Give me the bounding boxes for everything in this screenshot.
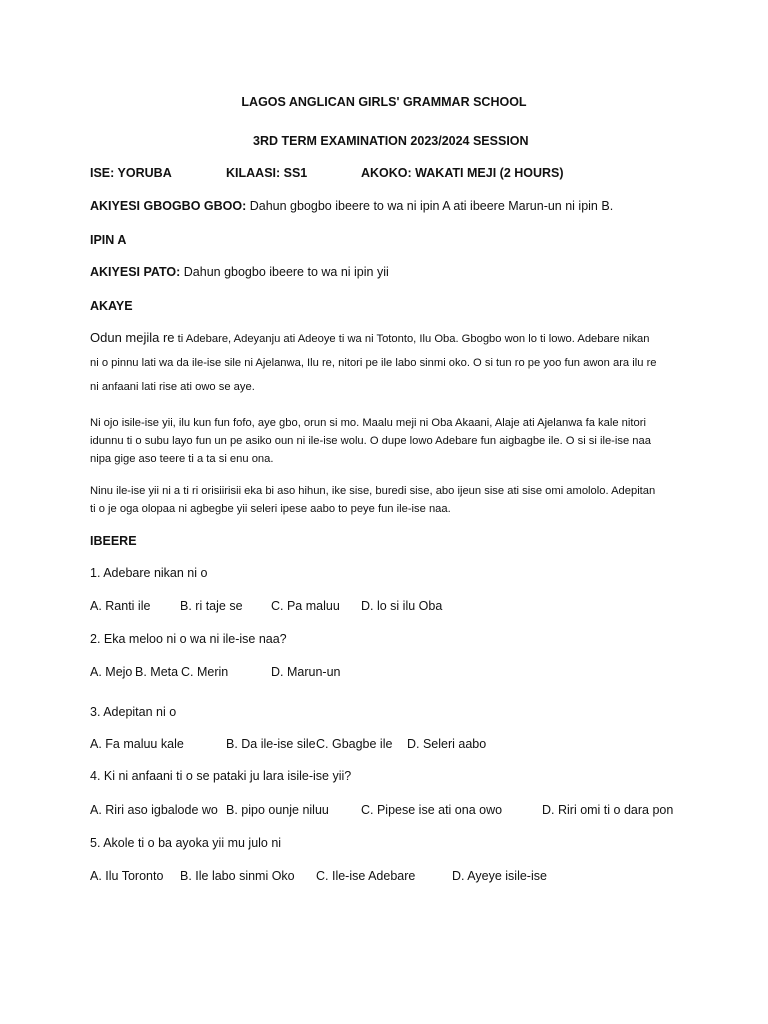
passage-p1-line3: ni anfaani lati rise ati owo se aye. xyxy=(90,381,255,393)
class: KILAASI: SS1 xyxy=(226,166,308,180)
general-instruction-text: Dahun gbogbo ibeere to wa ni ipin A ati ibeere Marun-un ni ipin B. xyxy=(246,199,614,213)
q5-option-a: A. Ilu Toronto xyxy=(90,869,164,883)
q2-option-d: D. Marun-un xyxy=(271,665,341,679)
passage-paragraph-2 xyxy=(90,414,682,468)
question-1-options xyxy=(90,598,690,614)
school-name: LAGOS ANGLICAN GIRLS' GRAMMAR SCHOOL xyxy=(241,95,527,109)
passage-p1-line1: ti Adebare, Adeyanju ati Adeoye ti wa ni Totonto, Ilu Oba. Gbogbo won lo ti lowo. Adebare nikan xyxy=(174,333,650,345)
q2-option-a: A. Mejo xyxy=(90,665,133,679)
q1-option-c: C. Pa maluu xyxy=(271,599,340,613)
question-2: 2. Eka meloo ni o wa ni ile-ise naa? xyxy=(90,632,287,646)
general-instruction-label: AKIYESI GBOGBO GBOO: xyxy=(90,199,247,213)
passage-p3-line1: Ninu ile-ise yii ni a ti ri orisiirisii eka bi aso hihun, ike sise, buredi sise, abo ijeun sise ati sise omi amololo. Adepitan xyxy=(90,485,656,497)
duration: AKOKO: WAKATI MEJI (2 HOURS) xyxy=(361,166,564,180)
passage-p3-line2: ti o je oga olopaa ni agbegbe yii seleri ipese aabo to peye fun ile-ise naa. xyxy=(90,503,451,515)
q2-option-b: B. Meta xyxy=(135,665,179,679)
question-4: 4. Ki ni anfaani ti o se pataki ju lara isile-ise yii? xyxy=(90,769,352,783)
questions-title: IBEERE xyxy=(90,534,137,548)
subject: ISE: YORUBA xyxy=(90,166,172,180)
q1-option-b: B. ri taje se xyxy=(180,599,243,613)
question-4-options xyxy=(90,802,690,818)
q5-option-c: C. Ile-ise Adebare xyxy=(316,869,416,883)
q4-option-c: C. Pipese ise ati ona owo xyxy=(361,803,503,817)
q3-option-a: A. Fa maluu kale xyxy=(90,737,184,751)
q3-option-d: D. Seleri aabo xyxy=(407,737,487,751)
question-1: 1. Adebare nikan ni o xyxy=(90,566,208,580)
question-3: 3. Adepitan ni o xyxy=(90,705,177,719)
passage-p2-line3: nipa gige aso teere ti a ta si enu ona. xyxy=(90,453,274,465)
passage-paragraph-1 xyxy=(90,326,682,399)
passage-p2-line2: idunnu ti o subu layo fun un pe asiko oun ni ile-ise wolu. O dupe lowo Adebare fun aigbagbe ile. O si si ile-ise naa xyxy=(90,435,651,447)
specific-instruction-label: AKIYESI PATO: xyxy=(90,265,181,279)
exam-title: 3RD TERM EXAMINATION 2023/2024 SESSION xyxy=(253,134,529,148)
specific-instruction-text: Dahun gbogbo ibeere to wa ni ipin yii xyxy=(180,265,389,279)
q5-option-d: D. Ayeye isile-ise xyxy=(452,869,547,883)
specific-instruction xyxy=(90,264,389,280)
section-a-title: IPIN A xyxy=(90,233,127,247)
q4-option-a: A. Riri aso igbalode wo xyxy=(90,803,218,817)
q5-option-b: B. Ile labo sinmi Oko xyxy=(180,869,295,883)
q2-option-c: C. Merin xyxy=(181,665,229,679)
passage-p1-start: Odun mejila re xyxy=(90,330,175,345)
q3-option-b: B. Da ile-ise sile xyxy=(226,737,316,751)
question-5: 5. Akole ti o ba ayoka yii mu julo ni xyxy=(90,836,282,850)
passage-title: AKAYE xyxy=(90,299,133,313)
question-2-options xyxy=(90,664,690,680)
q1-option-d: D. lo si ilu Oba xyxy=(361,599,443,613)
question-5-options xyxy=(90,868,690,884)
passage-p2-line1: Ni ojo isile-ise yii, ilu kun fun fofo, aye gbo, orun si mo. Maalu meji ni Oba Akaani, Alaje ati Ajelanwa fa kale nitori xyxy=(90,417,646,429)
q1-option-a: A. Ranti ile xyxy=(90,599,151,613)
general-instruction xyxy=(90,198,613,214)
question-3-options xyxy=(90,736,690,752)
q4-option-d: D. Riri omi ti o dara pon xyxy=(542,803,674,817)
q4-option-b: B. pipo ounje niluu xyxy=(226,803,329,817)
passage-paragraph-3 xyxy=(90,482,682,518)
q3-option-c: C. Gbagbe ile xyxy=(316,737,393,751)
passage-p1-line2: ni o pinnu lati wa da ile-ise sile ni Ajelanwa, Ilu re, nitori pe ile labo sinmi oko. O si tun ro pe yoo fun awon ara ilu re xyxy=(90,357,657,369)
